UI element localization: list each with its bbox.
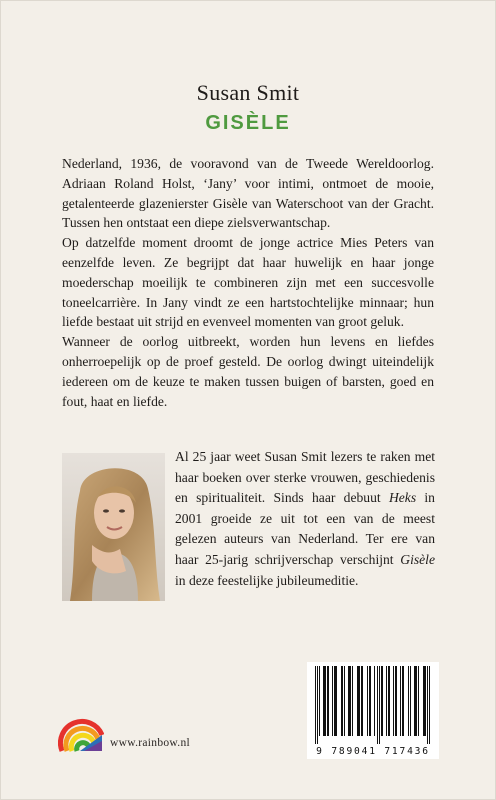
barcode-bar: [323, 666, 326, 736]
barcode-bar: [393, 666, 394, 736]
barcode-bar: [374, 666, 375, 736]
barcode-bar: [361, 666, 363, 736]
bio-text-part: Al 25 jaar weet Susan Smit lezers te raken met haar boeken over sterke vrouwen, geschiedenis en spiritualiteit. Sinds haar debuut: [175, 449, 435, 506]
barcode-bar: [410, 666, 411, 736]
barcode-bar: [418, 666, 419, 736]
barcode-icon: [313, 666, 433, 744]
barcode-bar: [381, 666, 383, 736]
barcode-bar: [348, 666, 351, 736]
barcode-bar: [334, 666, 337, 736]
barcode-bar: [402, 666, 404, 736]
blurb-paragraph: Wanneer de oorlog uitbreekt, worden hun levens en liefdes onherroepelijk op de proef gesteld. De oorlog dwingt uiteindelijk iedereen om de keuze te maken tussen buigen of barsten, goed en fout, haat en liefde.: [62, 334, 434, 409]
barcode-bar: [327, 666, 329, 736]
barcode-bar: [395, 666, 397, 736]
bio-text-part: in deze feestelijke jubileumeditie.: [175, 572, 359, 588]
rainbow-logo-icon: [58, 705, 104, 755]
barcode-bar: [332, 666, 333, 736]
author-name: Susan Smit: [196, 80, 300, 105]
barcode-bar: [429, 666, 430, 744]
publisher-url[interactable]: www.rainbow.nl: [110, 737, 190, 749]
barcode: [307, 662, 439, 759]
blurb-text: [62, 154, 434, 411]
barcode-bar: [319, 666, 320, 736]
bio-text-part: in 2001 groeide ze uit tot een van de meest gelezen auteurs van Nederland. Ter ere van haar 25-jarig schrijverschap verschijnt: [175, 490, 435, 567]
barcode-bar: [369, 666, 371, 736]
isbn-number: 9 789041 717436: [316, 746, 430, 757]
book-title: GISÈLE: [205, 112, 291, 134]
barcode-bar: [414, 666, 417, 736]
barcode-bar: [317, 666, 318, 744]
blurb-paragraph: Nederland, 1936, de vooravond van de Tweede Wereldoorlog. Adriaan Roland Holst, ‘Jany’ voor intimi, ontmoet de mooie, getalenteerde glazenierster Gisèle van Waterschoot van der Gracht. Tussen hen ontstaat een diepe zielsverwantschap.: [62, 156, 434, 231]
author-bio: [175, 447, 435, 591]
barcode-bar: [423, 666, 426, 736]
barcode-bar: [367, 666, 368, 736]
book-title-italic: Gisèle: [400, 551, 435, 567]
barcode-bar: [388, 666, 390, 736]
barcode-bar: [315, 666, 316, 744]
barcode-bar: [400, 666, 401, 736]
barcode-bar: [377, 666, 378, 744]
author-photo-icon: [62, 453, 165, 601]
blurb-paragraph: Op datzelfde moment droomt de jonge actrice Mies Peters van eenzelfde leven. Ze begrijpt dat haar huwelijk en haar jonge moederschap moeilijk te combineren zijn met een succesvolle toneelcarrière. In Jany vindt ze een hartstochtelijke minnaar; hun liefde bestaat uit strijd en evenveel momenten van groot geluk.: [62, 235, 434, 330]
barcode-bar: [352, 666, 353, 736]
barcode-bar: [357, 666, 360, 736]
barcode-bar: [386, 666, 387, 736]
author-bio-text: [175, 447, 435, 591]
barcode-bar: [341, 666, 343, 736]
barcode-bar: [379, 666, 380, 744]
barcode-bar: [427, 666, 428, 744]
barcode-bar: [344, 666, 345, 736]
debut-title: Heks: [388, 490, 417, 506]
barcode-bar: [408, 666, 409, 736]
author-photo: [62, 453, 165, 601]
